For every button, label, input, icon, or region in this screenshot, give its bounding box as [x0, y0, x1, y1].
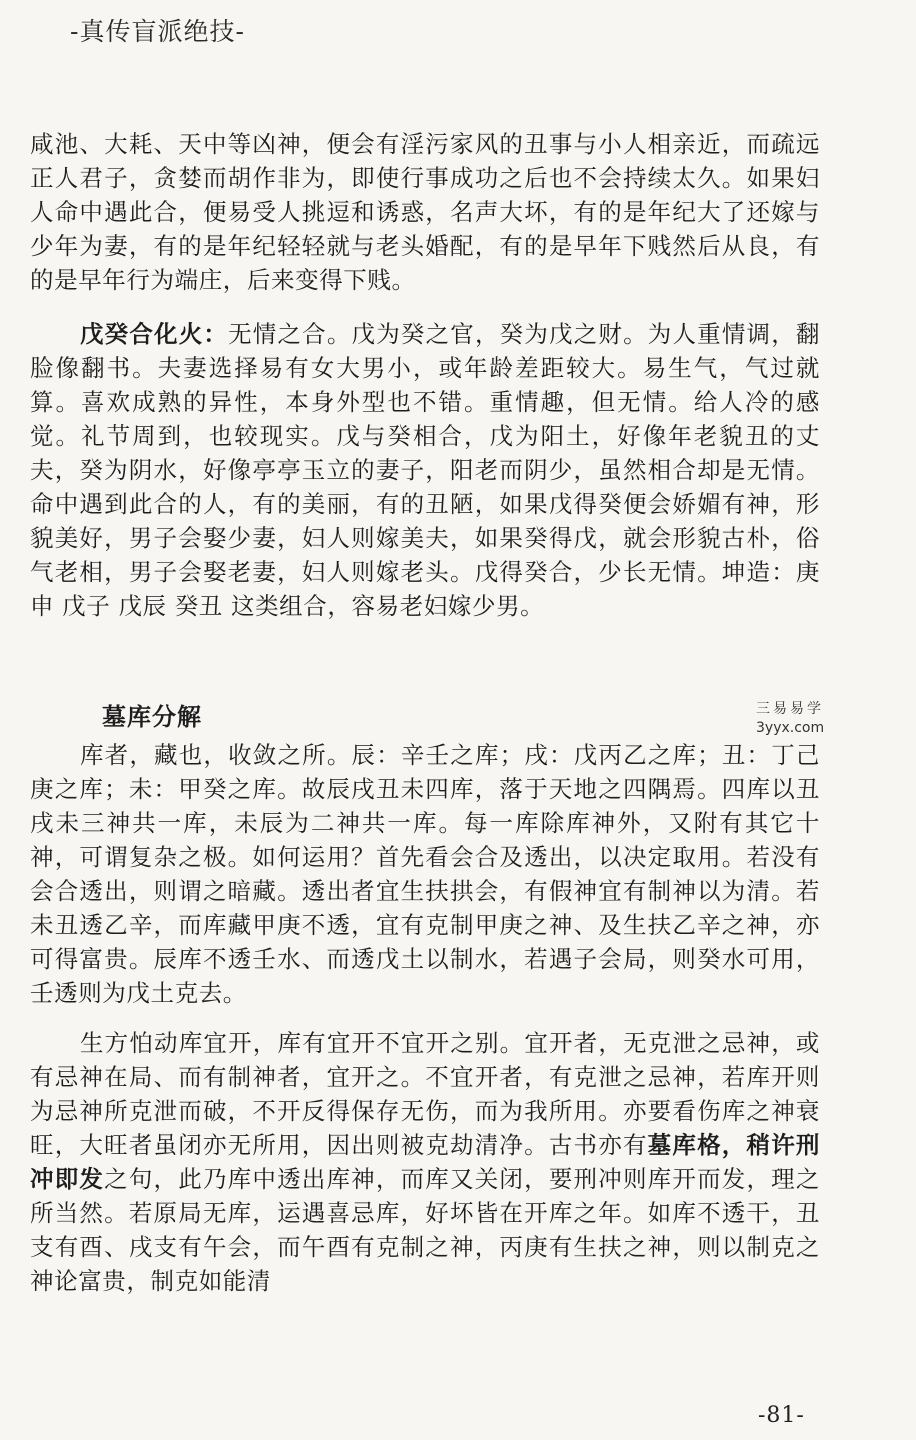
watermark-name: 三易易学: [756, 701, 824, 717]
muku-ge-emphasis: 墓库格，稍许刑冲即发: [30, 1131, 821, 1193]
watermark-url: 3yyx.com: [756, 720, 825, 736]
paragraph-1: 咸池、大耗、天中等凶神，便会有淫污家风的丑事与小人相亲近，而疏远正人君子，贪婪而胡作非为，即使行事成功之后也不会持续太久。如果妇人命中遇此合，便易受人挑逗和诱惑，名声大坏，有的是年纪大了还嫁与少年为妻，有的是年纪轻轻就与老头婚配，有的是早年下贱然后从良，有的是早年行为端庄，后来变得下贱。: [30, 130, 820, 294]
section-heading-muku: 墓库分解: [102, 702, 202, 731]
paragraph-muku-definition: 库者，藏也，收敛之所。辰：辛壬之库；戌：戊丙乙之库；丑：丁己庚之库；未：甲癸之库。故辰戌丑未四库，落于天地之四隅焉。四库以丑戌未三神共一库，未辰为二神共一库。每一库除库神外，又附有其它十神，可谓复杂之极。如何运用？首先看会合及透出，以决定取用。若没有会合透出，则谓之暗藏。透出者宜生扶拱会，有假神宜有制神以为清。若未丑透乙辛，而库藏甲庚不透，宜有克制甲庚之神、及生扶乙辛之神，亦可得富贵。辰库不透壬水、而透戊土以制水，若遇子会局，则癸水可用，壬透则为戊土克去。: [30, 741, 820, 1007]
paragraph-kai-ku-part-a: 生方怕动库宜开，库有宜开不宜开之别。宜开者，无克泄之忌神，或有忌神在局、而有制神者，宜开之。不宜开者，有克泄之忌神，若库开则为忌神所克泄而破，不开反得保存无伤，而为我所用。亦要看伤库之神衰旺，大旺者虽闭亦无所用，因出则被克劫清净。古书亦有: [30, 1029, 820, 1159]
watermark: [756, 698, 836, 736]
paragraph-kai-ku: [30, 1026, 820, 1298]
page-number: -81-: [758, 1403, 805, 1428]
section-lead-wugui: 戊癸合化火：: [80, 320, 229, 348]
running-header: -真传盲派绝技-: [70, 17, 245, 46]
paragraph-wugui-combination: [30, 317, 820, 623]
paragraph-kai-ku-part-b: 之句，此乃库中透出库神，而库又关闭，要刑冲则库开而发，理之所当然。若原局无库，运遇喜忌库，好坏皆在开库之年。如库不透干，丑支有酉、戌支有午会，而午酉有克制之神，丙庚有生扶之神，则以制克之神论富贵，制克如能清: [30, 1165, 820, 1295]
paragraph-wugui-body: 无情之合。戊为癸之官，癸为戊之财。为人重情调，翻脸像翻书。夫妻选择易有女大男小，或年龄差距较大。易生气，气过就算。喜欢成熟的异性，本身外型也不错。重情趣，但无情。给人冷的感觉。礼节周到，也较现实。戊与癸相合，戊为阳土，好像年老貌丑的丈夫，癸为阴水，好像亭亭玉立的妻子，阳老而阴少，虽然相合却是无情。命中遇到此合的人，有的美丽，有的丑陋，如果戊得癸便会娇媚有神，形貌美好，男子会娶少妻，妇人则嫁美夫，如果癸得戊，就会形貌古朴，俗气老相，男子会娶老妻，妇人则嫁老头。戊得癸合，少长无情。坤造：庚申 戊子 戊辰 癸丑 这类组合，容易老妇嫁少男。: [30, 320, 820, 620]
